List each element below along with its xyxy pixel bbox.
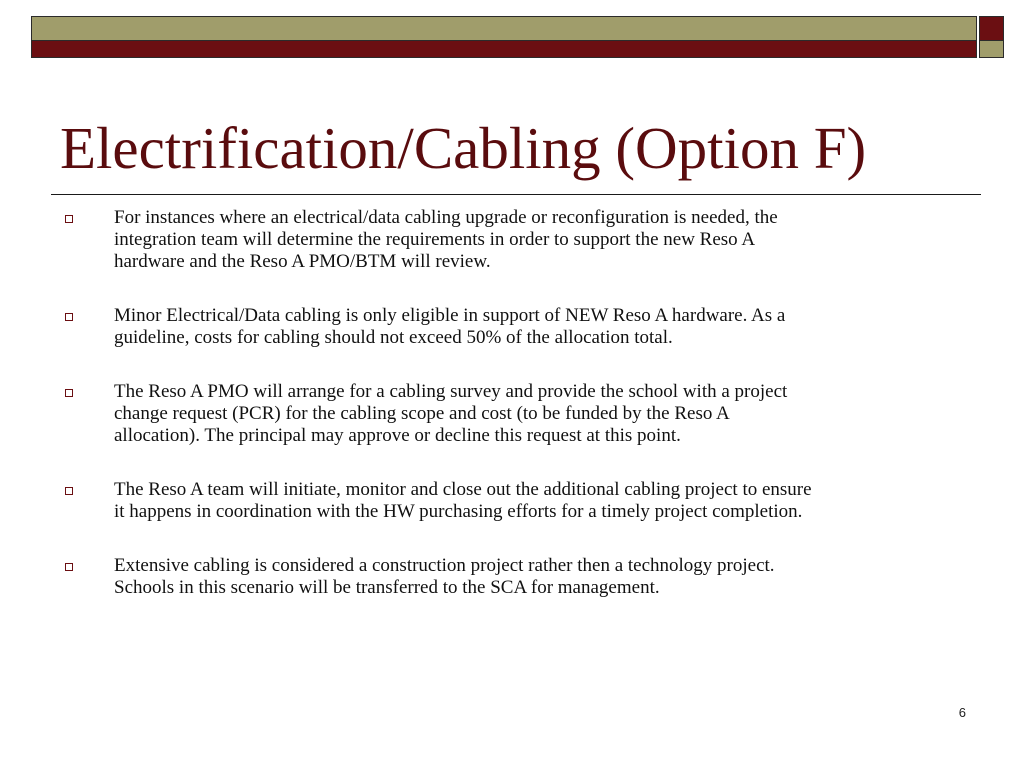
bullet-item [64, 381, 964, 447]
bullet-text: The Reso A team will initiate, monitor and close out the additional cabling project to ensure it happens in coordination with the HW purchasing efforts for a timely project completion. [114, 479, 812, 522]
bullet-item [64, 207, 964, 273]
bullet-item [64, 305, 964, 349]
hollow-square-bullet-icon [65, 313, 73, 321]
bullet-text: The Reso A PMO will arrange for a cabling survey and provide the school with a project change request (PCR) for the cabling scope and cost (to be funded by the Reso A allocation). The principal may approve or decline this request at this point. [114, 381, 788, 446]
bullet-item [64, 479, 964, 523]
hollow-square-bullet-icon [65, 487, 73, 495]
header-square-maroon [979, 16, 1004, 41]
hollow-square-bullet-icon [65, 215, 73, 223]
slide-title: Electrification/Cabling (Option F) [60, 115, 867, 181]
bullet-text: Extensive cabling is considered a construction project rather then a technology project. Schools in this scenario will be transferred to the SCA for management. [114, 555, 775, 598]
hollow-square-bullet-icon [65, 389, 73, 397]
bullet-item [64, 555, 964, 599]
page-number: 6 [958, 705, 966, 720]
title-divider [51, 194, 981, 195]
bullet-text: For instances where an electrical/data cabling upgrade or reconfiguration is needed, the integration team will determine the requirements in order to support the new Reso A hardware and the Reso A PMO/BTM will review. [114, 207, 778, 272]
bullet-text: Minor Electrical/Data cabling is only eligible in support of NEW Reso A hardware. As a guideline, costs for cabling should not exceed 50% of the allocation total. [114, 305, 786, 348]
header-square-olive [979, 41, 1004, 58]
hollow-square-bullet-icon [65, 563, 73, 571]
header-band-maroon [31, 41, 977, 58]
bullet-list [64, 207, 964, 631]
header-band-olive [31, 16, 977, 41]
